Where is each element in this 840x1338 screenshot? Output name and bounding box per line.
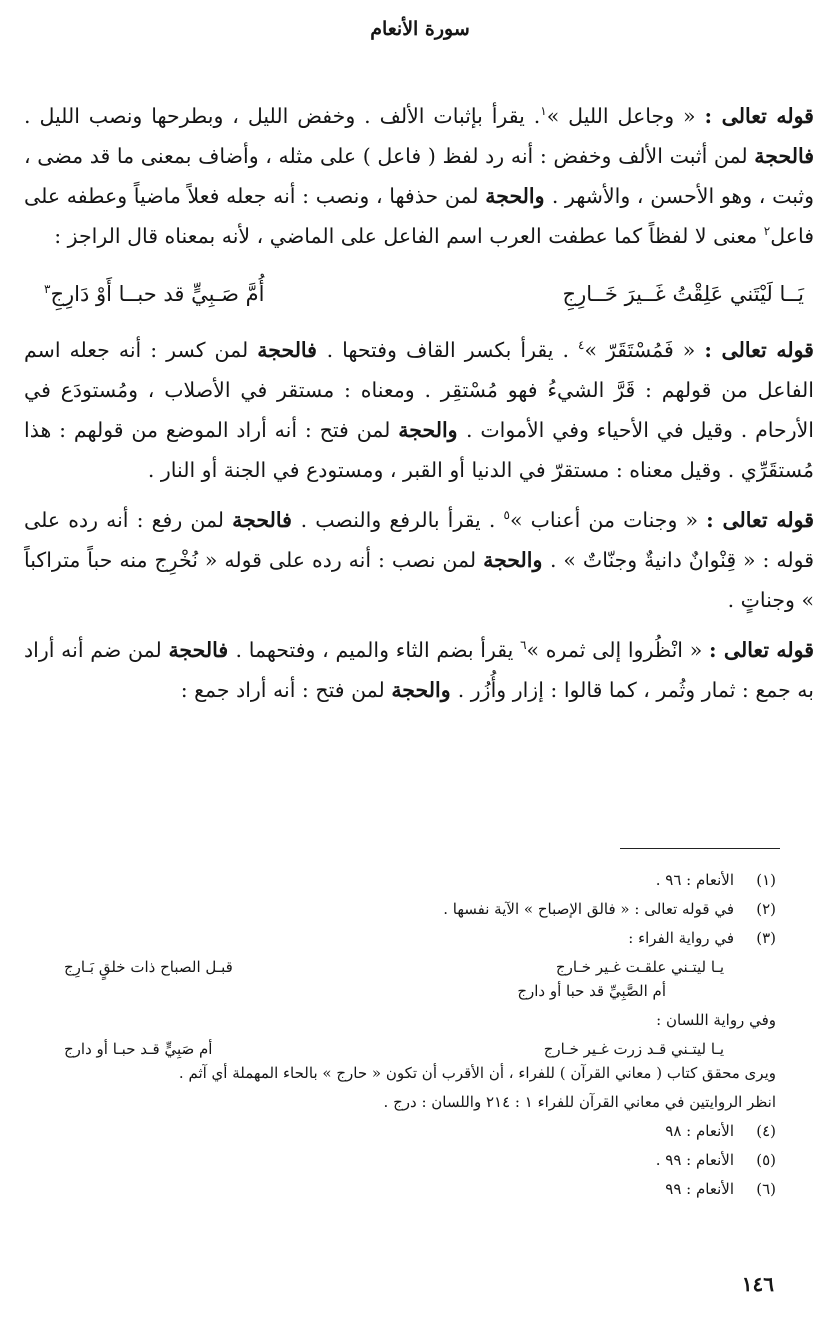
footnote-verse-line: أم الصَّبِيِّ قد حبا أو دارج (517, 982, 666, 1000)
verse-hemistich-first: يـا ليتـني علقـت غـير خـارج (555, 958, 724, 976)
paragraph-text: لمن فتح : أنه أراد جمع : (180, 678, 392, 702)
paragraph-lead: قوله تعالى : (704, 338, 814, 362)
quoted-verse: « انْظُروا إلى ثمره » (526, 638, 709, 662)
footnotes (56, 866, 776, 1204)
footnote-number: (٥) (756, 1151, 776, 1169)
keyword-hujja: فالحجة (168, 638, 236, 662)
footnote-lisan-intro: وفي رواية اللسان : (656, 1011, 776, 1029)
keyword-hujja: فالحجة (754, 144, 814, 168)
paragraph-text: لمن أثبت الألف وخفض : أنه رد لفظ ( فاعل ) على مثله ، وأضاف بمعنى ما قد مضى ، وثبت ، وهو الأحسن ، والأشهر . (24, 144, 814, 208)
footnote-references: انظر الروايتين في معاني القرآن للفراء ١ : ٢١٤ واللسان : درج . (383, 1093, 776, 1111)
paragraph-text: لمن كسر : أنه جعله اسم الفاعل من قولهم : قَرَّ الشيءُ فهو مُسْتقِر . ومعناه : مستقر في الأصلاب ، ومُستودَع في الأرحام . وقيل في الأحياء وفي الأموات . (24, 338, 814, 442)
paragraph-lead: قوله تعالى : (706, 508, 814, 532)
verse-hemistich-first: يـا ليتـني قـد زرت غـير خـارج (543, 1040, 724, 1058)
paragraph-text: . يقرأ بكسر القاف وفتحها . (326, 338, 578, 362)
footnote-remark: ويرى محقق كتاب ( معاني القرآن ) للفراء ، أن الأقرب أن تكون « حارج » بالحاء المهملة أي آثم . (178, 1064, 776, 1082)
footnote-5 (56, 1146, 776, 1175)
footnote-ref: ٥ (503, 508, 510, 523)
footnote-ref: ١ (540, 104, 547, 119)
paragraph-text: لمن ضم أنه أراد به جمع : ثمار وثُمر ، كما قالوا : إزار وأُزُر . (24, 638, 814, 702)
quoted-verse: « فَمُسْتَقَرّ » (584, 338, 705, 362)
paragraph-text: . يقرأ بإثبات الألف . وخفض الليل ، وبطرحها ونصب الليل . (24, 104, 541, 128)
keyword-hujja: والحجة (398, 418, 467, 442)
footnote-text: الأنعام : ٩٨ (665, 1122, 734, 1140)
footnote-number: (٤) (756, 1122, 776, 1140)
main-text (24, 96, 814, 720)
footnote-6 (56, 1175, 776, 1204)
paragraph-lead: قوله تعالى : (704, 104, 814, 128)
page-header-surah-title: سورة الأنعام (370, 18, 470, 40)
paragraph-text: لمن حذفها ، ونصب : أنه جعله فعلاً ماضياً وعطفه على فاعل (24, 184, 814, 248)
footnote-3 (56, 924, 776, 953)
footnote-number: (١) (756, 871, 776, 889)
footnote-ref: ٣ (44, 282, 51, 296)
paragraph-text: . يقرأ بالرفع والنصب . (300, 508, 504, 532)
paragraph-1 (24, 96, 814, 256)
footnote-ref: ٤ (578, 338, 585, 353)
page-number: ١٤٦ (741, 1272, 774, 1296)
verse-hemistich-second: أُمَّ صَـبِيٍّ قد حبــا أَوْ دَارِجِ$^٣$ (44, 282, 265, 306)
paragraph-text: لمن نصب : أنه رده على قوله « نُخْرِج منه حباً متراكباً » وجناتٍ . (24, 548, 814, 612)
paragraph-text: معنى لا لفظاً كما عطفت العرب اسم الفاعل على الماضي ، لأنه بمعناه قال الراجز : (54, 224, 764, 248)
paragraph-3 (24, 500, 814, 620)
keyword-hujja: والحجة (391, 678, 458, 702)
keyword-hujja: فالحجة (257, 338, 327, 362)
quoted-verse: « وجاعل الليل » (546, 104, 705, 128)
paragraph-2 (24, 330, 814, 490)
footnote-number: (٦) (756, 1180, 776, 1198)
paragraph-lead: قوله تعالى : (708, 638, 814, 662)
footnote-text: في رواية الفراء : (628, 929, 734, 947)
footnote-verse-lisan (56, 1035, 776, 1059)
verse-hemistich-second: أم صَبِيٍّ قـد حبـا أو دارج (64, 1040, 213, 1058)
footnote-2 (56, 895, 776, 924)
footnote-ref: ٦ (520, 638, 527, 653)
footnote-number: (٣) (756, 929, 776, 947)
poetry-verse (24, 266, 814, 318)
keyword-hujja: فالحجة (232, 508, 301, 532)
verse-hemistich-second: قبـل الصباح ذات خلقٍ بَـارِج (64, 958, 233, 976)
footnote-1 (56, 866, 776, 895)
footnote-ref: ٢ (763, 224, 771, 239)
paragraph-text: لمن فتح : أنه أراد الموضع من قولهم : هذا مُستقَرِّي . وقيل معناه : مستقرّ في الدنيا أو القبر ، ومستودع في الجنة أو النار . (24, 418, 814, 482)
quoted-verse: « وجنات من أعناب » (509, 508, 707, 532)
footnote-text: في قوله تعالى : « فالق الإصباح » الآية نفسها . (443, 900, 734, 918)
footnote-separator (620, 848, 780, 849)
footnote-4 (56, 1117, 776, 1146)
footnote-verse-farra (56, 953, 776, 977)
paragraph-text: يقرأ بضم الثاء والميم ، وفتحهما . (235, 638, 521, 662)
keyword-hujja: والحجة (485, 184, 552, 208)
footnote-text: الأنعام : ٩٩ . (655, 1151, 734, 1169)
footnote-text: الأنعام : ٩٦ . (655, 871, 734, 889)
paragraph-text: لمن رفع : أنه رده على قوله : « قِنْوانٌ دانيةٌ وجنّاتٌ » . (24, 508, 815, 572)
footnote-text: الأنعام : ٩٩ (665, 1180, 734, 1198)
verse-hemistich-first: يَــا لَيْتَني عَلِقْتُ غَــيرَ خَــارِجِ (562, 282, 804, 306)
footnote-number: (٢) (756, 900, 776, 918)
keyword-hujja: والحجة (483, 548, 550, 572)
paragraph-4 (24, 630, 814, 710)
